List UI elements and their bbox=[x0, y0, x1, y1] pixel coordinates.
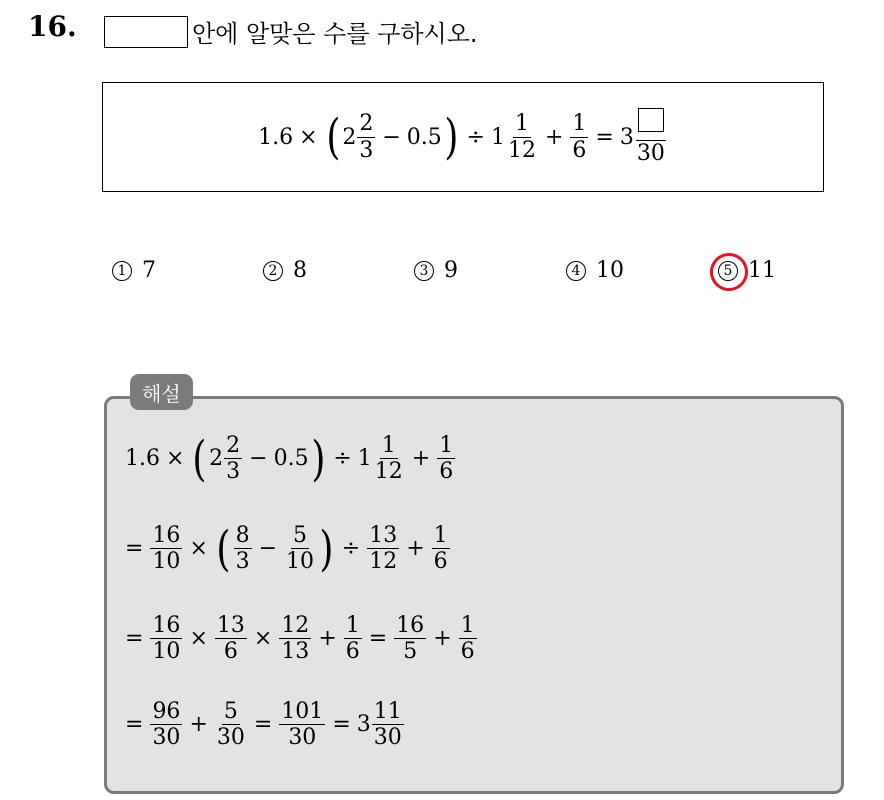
problem-equation bbox=[258, 108, 668, 167]
fraction: $\frac{1}{12}$ bbox=[374, 433, 403, 485]
solution-line-4: = $\frac{96}{30}$ + $\frac{5}{30}$ = $\frac{101}{30}$ = 3 $\frac{11}{30}$ bbox=[125, 699, 402, 751]
choice-value: 11 bbox=[748, 258, 776, 283]
choice-number-circle: 1 bbox=[112, 261, 132, 281]
minus-sign: − bbox=[382, 124, 401, 150]
choice-number-circle: 3 bbox=[414, 261, 434, 281]
answer-whole: 3 bbox=[619, 124, 634, 150]
choice-value: 9 bbox=[444, 258, 458, 283]
fraction: $\frac{11}{30}$ bbox=[373, 699, 402, 751]
fraction: $\frac{1}{6}$ bbox=[460, 613, 475, 665]
divide-sign: ÷ bbox=[466, 124, 485, 150]
answer-fraction: 30 bbox=[635, 108, 667, 167]
fraction: $\frac{1}{6}$ bbox=[439, 433, 454, 485]
solution-panel bbox=[104, 396, 844, 794]
equals-sign: = bbox=[595, 124, 614, 150]
choice-number-circle: 4 bbox=[566, 261, 586, 281]
question-number: 16. bbox=[28, 10, 77, 43]
fraction: $\frac{101}{30}$ bbox=[281, 699, 324, 751]
fraction: $\frac{16}{5}$ bbox=[396, 613, 425, 665]
times-sign: × bbox=[299, 124, 318, 150]
fraction: $\frac{16}{10}$ bbox=[152, 613, 181, 665]
fraction: $\frac{96}{30}$ bbox=[152, 699, 181, 751]
question-prompt-line bbox=[104, 14, 478, 49]
choice-4[interactable] bbox=[566, 258, 624, 283]
solution-line-2: = $\frac{16}{10}$ × ( $\frac{8}{3}$ − $\frac{5}{10}$ ) ÷ $\frac{13}{12}$ + $\frac{1}{6}$ bbox=[125, 520, 448, 577]
choice-2[interactable] bbox=[263, 258, 307, 283]
plus-sign: + bbox=[544, 124, 564, 150]
fraction: $\frac{16}{10}$ bbox=[152, 523, 181, 575]
fraction: $\frac{13}{12}$ bbox=[369, 523, 398, 575]
fraction: $\frac{12}{13}$ bbox=[281, 613, 310, 665]
fraction: $\frac{1}{12}$ bbox=[507, 111, 536, 163]
left-paren: ( bbox=[325, 109, 341, 165]
solution-tag: 해설 bbox=[130, 374, 193, 410]
mixed-whole: 1 bbox=[490, 124, 505, 150]
term-decimal: 0.5 bbox=[406, 124, 442, 150]
fraction: $\frac{2}{3}$ bbox=[226, 433, 241, 485]
answer-blank-box bbox=[104, 16, 188, 48]
fraction: $\frac{1}{6}$ bbox=[572, 111, 587, 163]
fraction: $\frac{13}{6}$ bbox=[216, 613, 245, 665]
choice-3[interactable] bbox=[414, 258, 458, 283]
numerator-blank-box bbox=[638, 108, 664, 132]
term-decimal: 1.6 bbox=[258, 124, 294, 150]
choice-5[interactable] bbox=[718, 258, 776, 283]
selected-answer-mark bbox=[706, 248, 753, 295]
solution-line-1: 1.6 × ( 2 $\frac{2}{3}$ − 0.5 ) ÷ 1 $\frac{1}{12}$ + $\frac{1}{6}$ bbox=[125, 430, 454, 487]
choice-number-circle: 5 bbox=[718, 261, 738, 281]
solution-line-3: = $\frac{16}{10}$ × $\frac{13}{6}$ × $\frac{12}{13}$ + $\frac{1}{6}$ = $\frac{16}{5}$ + $\frac{1}{6}$ bbox=[125, 613, 475, 665]
right-paren: ) bbox=[444, 109, 459, 165]
choice-value: 8 bbox=[293, 258, 307, 283]
fraction: $\frac{1}{6}$ bbox=[345, 613, 360, 665]
choice-value: 7 bbox=[142, 258, 156, 283]
mixed-whole: 2 bbox=[342, 124, 357, 150]
question-prompt: 안에 알맞은 수를 구하시오. bbox=[192, 20, 478, 48]
problem-box bbox=[102, 82, 824, 192]
choice-value: 10 bbox=[596, 258, 624, 283]
fraction: $\frac{8}{3}$ bbox=[235, 523, 250, 575]
choice-1[interactable] bbox=[112, 258, 156, 283]
fraction: $\frac{2}{3}$ bbox=[359, 111, 374, 163]
fraction: $\frac{1}{6}$ bbox=[433, 523, 448, 575]
choice-number-circle: 2 bbox=[263, 261, 283, 281]
fraction: $\frac{5}{30}$ bbox=[216, 699, 245, 751]
choices-row bbox=[0, 258, 884, 292]
fraction: $\frac{5}{10}$ bbox=[286, 523, 315, 575]
